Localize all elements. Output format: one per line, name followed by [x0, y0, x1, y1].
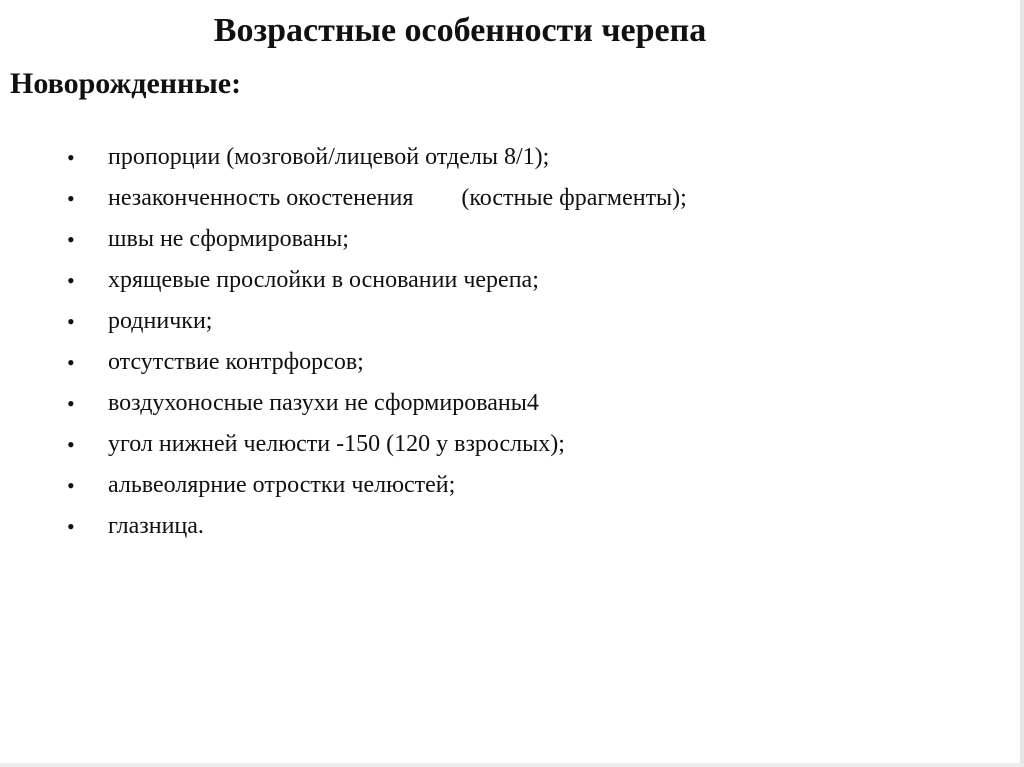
list-item-text: роднички;	[108, 308, 213, 334]
list-item	[0, 301, 213, 342]
list-item	[0, 178, 687, 219]
bullet-list	[0, 137, 687, 547]
bullet-icon: •	[67, 145, 75, 170]
list-item-text: угол нижней челюсти -150 (120 у взрослых);	[108, 431, 565, 457]
bullet-icon: •	[67, 432, 75, 457]
list-item	[0, 260, 539, 301]
list-item-text: швы не сформированы;	[108, 226, 349, 252]
bullet-icon: •	[67, 309, 75, 334]
bullet-icon: •	[67, 391, 75, 416]
list-item	[0, 219, 349, 260]
bullet-icon: •	[67, 473, 75, 498]
list-item-text: незаконченность окостенения (костные фрагменты);	[108, 185, 687, 211]
list-item	[0, 506, 204, 547]
slide-bottom-edge	[0, 763, 1024, 767]
bullet-icon: •	[67, 514, 75, 539]
bullet-icon: •	[67, 350, 75, 375]
list-item-text: воздухоносные пазухи не сформированы4	[108, 390, 539, 416]
bullet-icon: •	[67, 227, 75, 252]
slide-right-edge	[1020, 0, 1024, 767]
list-item	[0, 465, 456, 506]
list-item-text: отсутствие контрфорсов;	[108, 349, 364, 375]
list-item-text: пропорции (мозговой/лицевой отделы 8/1);	[108, 144, 550, 170]
list-item	[0, 342, 364, 383]
list-item	[0, 424, 565, 465]
list-item	[0, 383, 539, 424]
bullet-icon: •	[67, 186, 75, 211]
bullet-icon: •	[67, 268, 75, 293]
section-subtitle: Новорожденные:	[10, 67, 242, 100]
list-item-text: альвеолярние отростки челюстей;	[108, 472, 456, 498]
list-item	[0, 137, 550, 178]
list-item-text: хрящевые прослойки в основании черепа;	[108, 267, 539, 293]
list-item-text: глазница.	[108, 513, 204, 539]
slide-title: Возрастные особенности черепа	[213, 12, 707, 49]
